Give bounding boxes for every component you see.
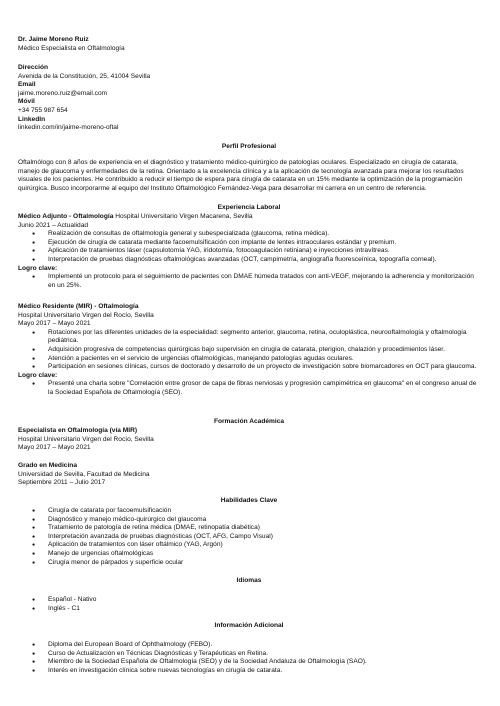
list-item: ● Rotaciones por las diferentes unidades de la especialidad: segmento anterior, glaucoma, retina, oculoplástica, neurooftalmología y oftalmología pediátrica. [18, 329, 480, 346]
person-title: Médico Especialista en Oftalmología [18, 44, 125, 52]
job-title: Médico Adjunto - Oftalmología [18, 213, 114, 220]
languages-list [18, 596, 480, 613]
list-item: ● Ejecución de cirugía de catarata mediante facoemulsificación con implante de lentes intraoculares estándar y premium. [18, 239, 480, 248]
achievement-list [18, 380, 480, 397]
degree-title: Especialista en Oftalmología (vía MIR) [18, 427, 138, 434]
achievement-label: Logro clave: [18, 371, 58, 379]
job-entry-1 [18, 213, 480, 290]
list-item: ● Miembro de la Sociedad Española de Oftalmología (SEO) y de la Sociedad Andaluza de Oftalmología (SAO). [18, 658, 480, 667]
job-duties-list [18, 230, 480, 264]
degree-institution: Universidad de Sevilla, Facultad de Medicina [18, 470, 150, 478]
section-heading-skills: Habilidades Clave [220, 497, 278, 504]
job-entry-2 [18, 303, 480, 398]
list-item: ● Cirugía menor de párpados y superficie ocular [18, 559, 480, 568]
list-item: ● Adquisición progresiva de competencias quirúrgicas bajo supervisión en cirugía de catarata, pterigion, chalazión y procedimientos láser. [18, 346, 480, 355]
section-heading-education: Formación Académica [213, 418, 285, 425]
job-employer: Hospital Universitario Virgen Macarena, Sevilla [113, 213, 253, 220]
list-item: ● Realización de consultas de oftalmología general y subespecializada (glaucoma, retina médica). [18, 230, 480, 239]
job-title-line [18, 213, 480, 222]
list-item: ● Inglés - C1 [18, 605, 480, 614]
email-value[interactable]: jaime.moreno.ruiz@email.com [18, 89, 108, 97]
job-dates: Junio 2021 – Actualidad [18, 221, 89, 229]
list-item: ● Aplicación de tratamientos láser (capsulotomía YAG, iridotomía, fotocoagulación retiniana) e inyecciones intravítreas. [18, 247, 480, 256]
email-label: Email [18, 81, 36, 89]
list-item: ● Diploma del European Board of Ophthalmology (FEBO). [18, 641, 480, 650]
linkedin-label: LinkedIn [18, 115, 46, 123]
list-item: ● Aplicación de tratamientos con láser oftálmico (YAG, Argón) [18, 541, 480, 550]
section-heading-languages: Idiomas [236, 577, 262, 584]
section-heading-additional: Información Adicional [214, 622, 284, 629]
job-title: Médico Residente (MIR) - Oftalmología [18, 303, 139, 310]
list-item: ● Presenté una charla sobre "Correlación entre grosor de capa de fibras nerviosas y progresión campimétrica en glaucoma" en el congreso anual de la Sociedad Española de Oftalmología (SEO). [18, 380, 480, 397]
address-value: Avenida de la Constitución, 25, 41004 Sevilla [18, 72, 151, 80]
list-item: ● Diagnóstico y manejo médico-quirúrgico del glaucoma [18, 516, 480, 525]
list-item: ● Tratamiento de patología de retina médica (DMAE, retinopatía diabética) [18, 524, 480, 533]
job-duties-list [18, 329, 480, 372]
degree-dates: Septiembre 2011 – Julio 2017 [18, 479, 106, 487]
degree-institution: Hospital Universitario Virgen del Rocío, Sevilla [18, 435, 154, 443]
list-item: ● Atención a pacientes en el servicio de urgencias oftalmológicas, manejando patologías agudas oculares. [18, 355, 480, 364]
list-item: ● Cirugía de catarata por facoemulsificación [18, 507, 480, 516]
degree-title: Grado en Medicina [18, 462, 77, 469]
education-entry-2 [18, 462, 480, 488]
list-item: ● Participación en sesiones clínicas, cursos de doctorado y desarrollo de un proyecto de investigación sobre biomarcadores en OCT para glaucoma. [18, 363, 480, 372]
list-item: ● Manejo de urgencias oftalmológicas [18, 550, 480, 559]
mobile-value: +34 755 987 654 [18, 106, 68, 114]
job-employer: Hospital Universitario Virgen del Rocío, Sevilla [18, 311, 154, 319]
address-label: Dirección [18, 64, 49, 71]
linkedin-value[interactable]: linkedin.com/in/jaime-moreno-oftal [18, 124, 119, 132]
contact-block [18, 64, 480, 133]
list-item: ● Español - Nativo [18, 596, 480, 605]
list-item: ● Interpretación avanzada de pruebas diagnósticas (OCT, AFG, Campo Visual) [18, 533, 480, 542]
degree-dates: Mayo 2017 – Mayo 2021 [18, 444, 91, 452]
achievement-list [18, 273, 480, 290]
cv-header [18, 36, 480, 53]
achievement-label: Logro clave: [18, 264, 58, 272]
profile-text: Oftalmólogo con 8 años de experiencia en el diagnóstico y tratamiento médico-quirúrgico de patologías oculares. Especializado en cirugía de catarata, manejo de glaucoma y enfermedades de la retina. Orientado a la excelencia clínica y a la aplicación de tecnología avanzada para mejorar los resultados visuales de los pacientes. He contribuido a reducir el tiempo de espera para cirugía de catarata en un 15% mediante la optimización de la programación quirúrgica. Busco incorporarme al equipo del Instituto Oftalmológico Fernández-Vega para desarrollar mi carrera en un centro de referencia. [18, 159, 464, 192]
list-item: ● Curso de Actualización en Técnicas Diagnósticas y Terapéuticas en Retina. [18, 650, 480, 659]
list-item: ● Interpretación de pruebas diagnósticas oftalmológicas avanzadas (OCT, campimetría, angiografía fluoresceínica, topografía corneal). [18, 256, 480, 265]
list-item: ● Implementé un protocolo para el seguimiento de pacientes con DMAE húmeda tratados con anti-VEGF, mejorando la adherencia y monitorización en un 25%. [18, 273, 480, 290]
skills-list [18, 507, 480, 567]
section-heading-profile: Perfil Profesional [221, 143, 277, 150]
education-entry-1 [18, 427, 480, 453]
job-dates: Mayo 2017 – Mayo 2021 [18, 320, 91, 328]
list-item: ● Interés en investigación clínica sobre nuevas tecnologías en cirugía de catarata. [18, 667, 480, 676]
additional-info-list [18, 641, 480, 675]
person-name: Dr. Jaime Moreno Ruiz [18, 36, 89, 43]
mobile-label: Móvil [18, 98, 35, 106]
section-heading-experience: Experiencia Laboral [217, 204, 281, 211]
